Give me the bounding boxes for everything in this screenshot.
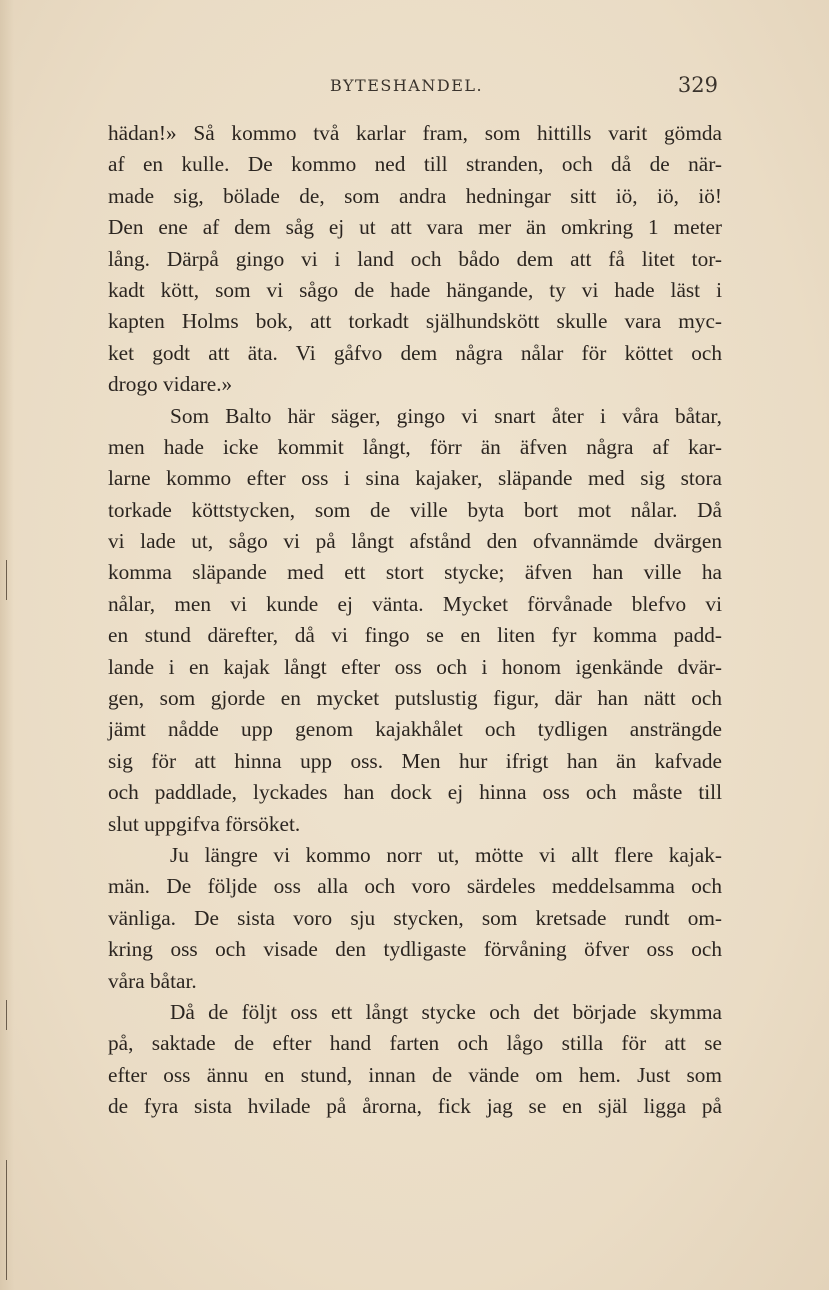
text-line: Ju längre vi kommo norr ut, mötte vi allt flere kajak- [170,842,722,867]
text-line: drogo vidare.» [108,372,233,397]
page-header [108,73,722,102]
text-line: och paddlade, lyckades han dock ej hinna oss och måste till [108,780,722,805]
text-line: kadt kött, som vi sågo de hade hängande, ty vi hade läst i [108,277,722,302]
text-line: ket godt att äta. Vi gåfvo dem några nålar för köttet och [108,340,722,365]
body-text [108,118,722,1123]
text-line: män. De följde oss alla och voro särdeles meddelsamma och [108,874,722,899]
text-line: jämt nådde upp genom kajakhålet och tydligen ansträngde [108,717,722,742]
page-gutter-shadow [0,0,14,1290]
text-line: larne kommo efter oss i sina kajaker, släpande med sig stora [108,466,722,491]
text-line: en stund därefter, då vi fingo se en liten fyr komma padd- [108,623,722,648]
text-line: Då de följt oss ett långt stycke och det började skymma [170,999,722,1024]
gutter-line [6,560,7,600]
text-line: lång. Därpå gingo vi i land och bådo dem att få litet tor- [108,246,722,271]
text-line: kring oss och visade den tydligaste förvåning öfver oss och [108,937,722,962]
gutter-line [6,1000,7,1030]
text-line: vänliga. De sista voro sju stycken, som kretsade rundt om- [108,905,722,930]
text-line: nålar, men vi kunde ej vänta. Mycket förvånade blefvo vi [108,591,722,616]
text-line: Den ene af dem såg ej ut att vara mer än omkring 1 meter [108,215,722,240]
text-line: sig för att hinna upp oss. Men hur ifrigt han än kafvade [108,748,722,773]
text-line: komma släpande med ett stort stycke; äfven han ville ha [108,560,722,585]
page-number: 329 [677,73,718,97]
text-line: gen, som gjorde en mycket putslustig figur, där han nätt och [108,686,722,711]
text-line: våra båtar. [108,968,197,993]
text-line: made sig, bölade de, som andra hedningar sitt iö, iö, iö! [108,183,722,208]
text-line: vi lade ut, sågo vi på långt afstånd den ofvannämde dvärgen [108,529,722,554]
gutter-line [6,1160,7,1280]
text-line: på, saktade de efter hand farten och lågo stilla för att se [108,1031,722,1056]
text-line: Som Balto här säger, gingo vi snart åter i våra båtar, [170,403,722,428]
text-line: efter oss ännu en stund, innan de vände om hem. Just som [108,1062,722,1087]
text-line: torkade köttstycken, som de ville byta bort mot nålar. Då [108,497,722,522]
text-line: slut uppgifva försöket. [108,811,301,836]
running-head: BYTESHANDEL. [330,76,484,95]
text-line: lande i en kajak långt efter oss och i honom igenkände dvär- [108,654,722,679]
text-line: men hade icke kommit långt, förr än äfven några af kar- [108,434,722,459]
text-line: af en kulle. De kommo ned till stranden, och då de när- [108,152,722,177]
text-line: de fyra sista hvilade på årorna, fick jag se en själ ligga på [108,1094,722,1119]
text-line: hädan!» Så kommo två karlar fram, som hittills varit gömda [108,121,722,145]
text-line: kapten Holms bok, att torkadt själhundskött skulle vara myc- [108,309,722,334]
